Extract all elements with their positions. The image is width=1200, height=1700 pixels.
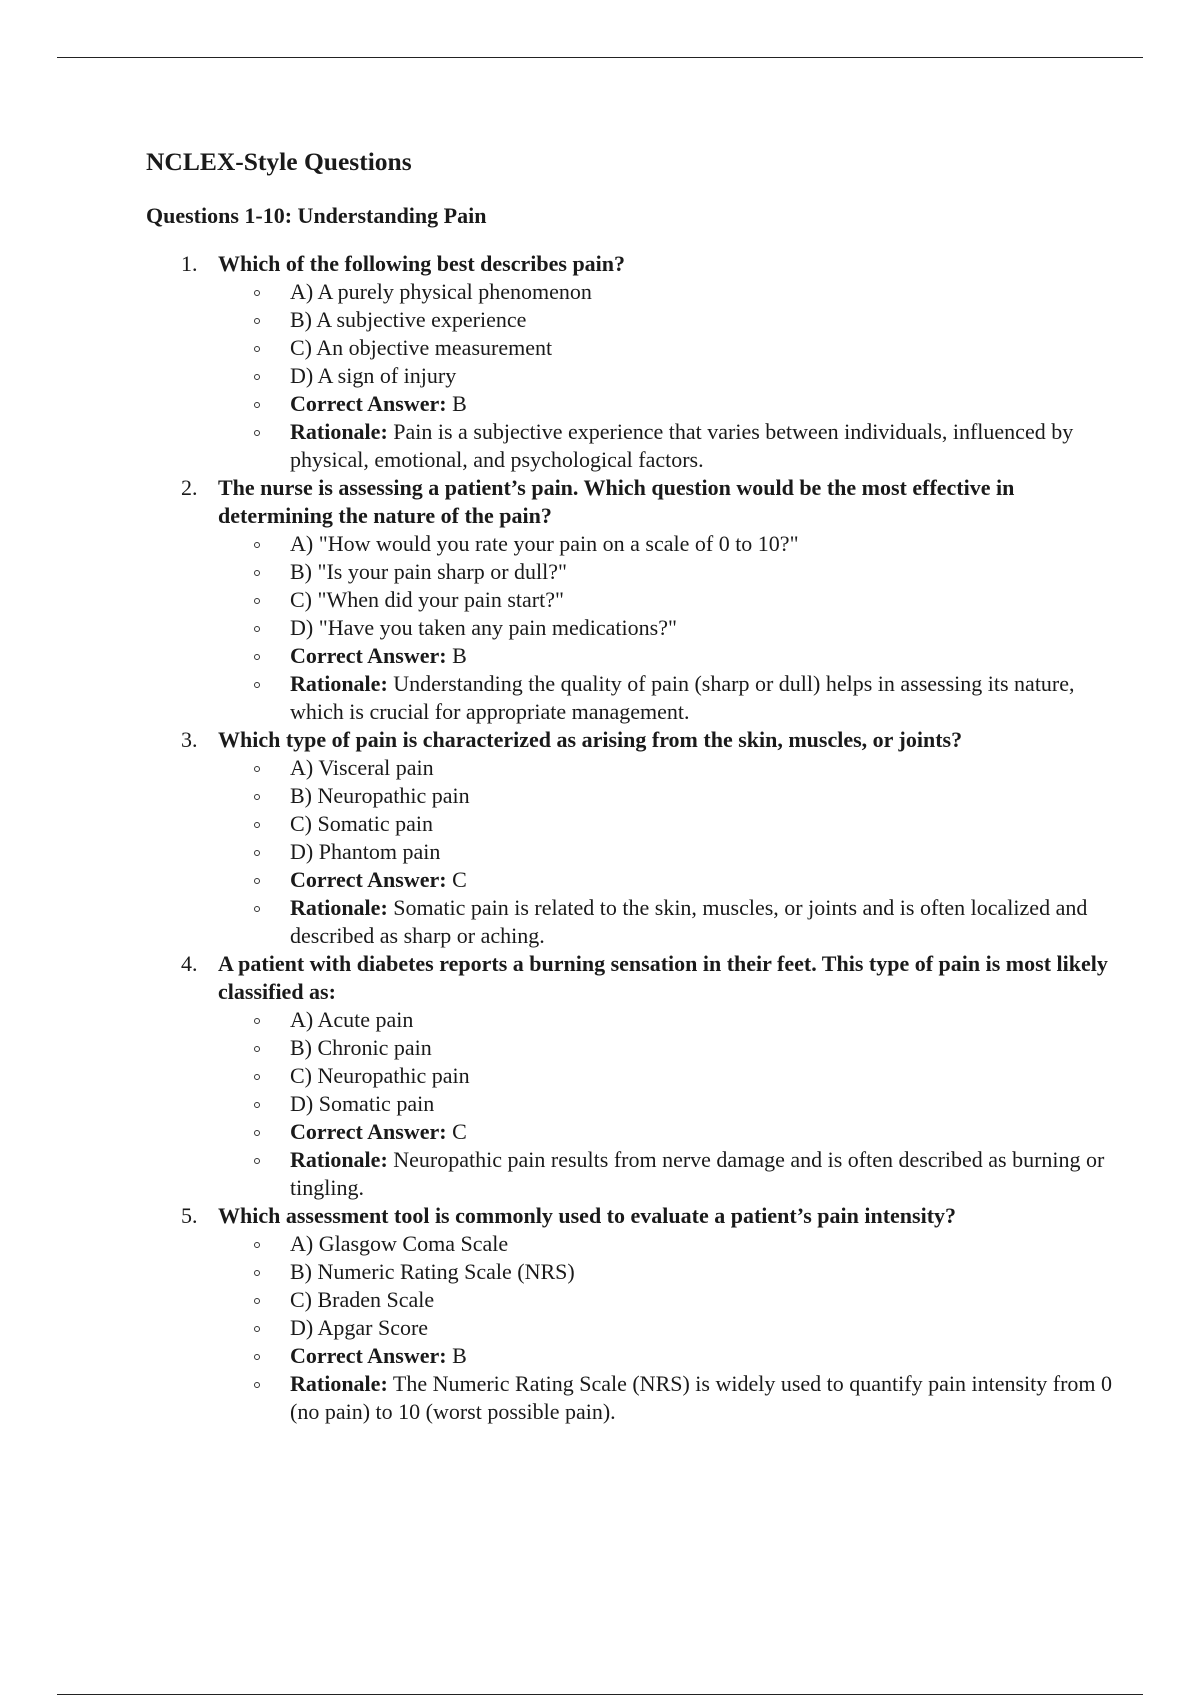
option-item	[218, 1258, 1126, 1286]
option-text: B) A subjective experience	[290, 307, 527, 332]
header-rule	[57, 57, 1143, 58]
option-item	[218, 586, 1126, 614]
rationale-label: Rationale:	[290, 419, 388, 444]
option-text: B) Neuropathic pain	[290, 783, 470, 808]
option-text: A) A purely physical phenomenon	[290, 279, 592, 304]
option-item	[218, 810, 1126, 838]
question-text: Which assessment tool is commonly used to evaluate a patient’s pain intensity?	[218, 1203, 957, 1228]
rationale	[218, 894, 1126, 950]
option-item	[218, 278, 1126, 306]
question-number: 5.	[181, 1203, 198, 1228]
option-item	[218, 1090, 1126, 1118]
circle-bullet-icon	[254, 626, 260, 632]
answer-label: Correct Answer:	[290, 643, 447, 668]
rationale-label: Rationale:	[290, 1147, 388, 1172]
rationale-text: The Numeric Rating Scale (NRS) is widely used to quantify pain intensity from 0 (no pain) to 10 (worst possible pain).	[290, 1371, 1113, 1424]
option-text: D) Phantom pain	[290, 839, 441, 864]
answer-value: B	[452, 391, 467, 416]
correct-answer	[218, 866, 1126, 894]
option-text: B) Numeric Rating Scale (NRS)	[290, 1259, 575, 1284]
circle-bullet-icon	[254, 430, 260, 436]
option-item	[218, 558, 1126, 586]
circle-bullet-icon	[254, 1354, 260, 1360]
option-text: C) Braden Scale	[290, 1287, 435, 1312]
rationale-text: Understanding the quality of pain (sharp or dull) helps in assessing its nature, which is crucial for appropriate management.	[290, 671, 1075, 724]
question-item	[146, 474, 1126, 726]
question-item	[146, 250, 1126, 474]
answer-label: Correct Answer:	[290, 391, 447, 416]
circle-bullet-icon	[254, 682, 260, 688]
option-text: C) "When did your pain start?"	[290, 587, 564, 612]
question-text: A patient with diabetes reports a burning sensation in their feet. This type of pain is most likely classified as:	[218, 951, 1108, 1004]
rationale	[218, 670, 1126, 726]
question-item	[146, 950, 1126, 1202]
rationale-label: Rationale:	[290, 1371, 388, 1396]
rationale-label: Rationale:	[290, 895, 388, 920]
option-text: B) Chronic pain	[290, 1035, 432, 1060]
option-item	[218, 838, 1126, 866]
option-text: D) A sign of injury	[290, 363, 457, 388]
circle-bullet-icon	[254, 1382, 260, 1388]
option-text: B) "Is your pain sharp or dull?"	[290, 559, 568, 584]
correct-answer	[218, 390, 1126, 418]
correct-answer	[218, 1342, 1126, 1370]
option-text: D) Somatic pain	[290, 1091, 435, 1116]
question-list	[146, 250, 1126, 1426]
circle-bullet-icon	[254, 1074, 260, 1080]
option-item	[218, 614, 1126, 642]
circle-bullet-icon	[254, 402, 260, 408]
rationale-text: Pain is a subjective experience that varies between individuals, influenced by physical, emotional, and psychological factors.	[290, 419, 1074, 472]
answer-value: B	[452, 1343, 467, 1368]
option-text: D) Apgar Score	[290, 1315, 429, 1340]
option-list	[218, 1006, 1126, 1202]
circle-bullet-icon	[254, 1326, 260, 1332]
rationale	[218, 418, 1126, 474]
option-item	[218, 1314, 1126, 1342]
circle-bullet-icon	[254, 290, 260, 296]
circle-bullet-icon	[254, 570, 260, 576]
option-item	[218, 530, 1126, 558]
circle-bullet-icon	[254, 822, 260, 828]
circle-bullet-icon	[254, 318, 260, 324]
option-item	[218, 306, 1126, 334]
option-item	[218, 1034, 1126, 1062]
circle-bullet-icon	[254, 1046, 260, 1052]
option-text: A) Glasgow Coma Scale	[290, 1231, 509, 1256]
option-text: C) Somatic pain	[290, 811, 433, 836]
option-item	[218, 1006, 1126, 1034]
circle-bullet-icon	[254, 598, 260, 604]
option-list	[218, 754, 1126, 950]
answer-value: B	[452, 643, 467, 668]
rationale-label: Rationale:	[290, 671, 388, 696]
question-number: 4.	[181, 951, 198, 976]
answer-label: Correct Answer:	[290, 1119, 447, 1144]
option-text: D) "Have you taken any pain medications?"	[290, 615, 677, 640]
answer-value: C	[452, 867, 467, 892]
option-text: C) An objective measurement	[290, 335, 553, 360]
question-text: Which type of pain is characterized as arising from the skin, muscles, or joints?	[218, 727, 963, 752]
question-text: The nurse is assessing a patient’s pain. Which question would be the most effective in determining the nature of the pain?	[218, 475, 1015, 528]
question-item	[146, 1202, 1126, 1426]
correct-answer	[218, 642, 1126, 670]
option-list	[218, 278, 1126, 474]
question-item	[146, 726, 1126, 950]
option-item	[218, 1062, 1126, 1090]
rationale-text: Somatic pain is related to the skin, muscles, or joints and is often localized and described as sharp or aching.	[290, 895, 1088, 948]
option-list	[218, 1230, 1126, 1426]
option-item	[218, 362, 1126, 390]
answer-label: Correct Answer:	[290, 1343, 447, 1368]
option-item	[218, 782, 1126, 810]
option-item	[218, 754, 1126, 782]
correct-answer	[218, 1118, 1126, 1146]
option-text: C) Neuropathic pain	[290, 1063, 470, 1088]
question-number: 1.	[181, 251, 198, 276]
circle-bullet-icon	[254, 766, 260, 772]
circle-bullet-icon	[254, 542, 260, 548]
circle-bullet-icon	[254, 374, 260, 380]
circle-bullet-icon	[254, 654, 260, 660]
circle-bullet-icon	[254, 1270, 260, 1276]
option-text: A) "How would you rate your pain on a scale of 0 to 10?"	[290, 531, 799, 556]
option-list	[218, 530, 1126, 726]
rationale	[218, 1370, 1126, 1426]
circle-bullet-icon	[254, 1298, 260, 1304]
circle-bullet-icon	[254, 1130, 260, 1136]
document-body	[146, 142, 1126, 1426]
section-title: Questions 1-10: Understanding Pain	[146, 203, 487, 228]
circle-bullet-icon	[254, 1018, 260, 1024]
question-number: 3.	[181, 727, 198, 752]
option-text: A) Visceral pain	[290, 755, 434, 780]
circle-bullet-icon	[254, 850, 260, 856]
footer-rule	[57, 1694, 1143, 1695]
circle-bullet-icon	[254, 1242, 260, 1248]
option-text: A) Acute pain	[290, 1007, 414, 1032]
circle-bullet-icon	[254, 794, 260, 800]
answer-value: C	[452, 1119, 467, 1144]
circle-bullet-icon	[254, 878, 260, 884]
question-number: 2.	[181, 475, 198, 500]
question-text: Which of the following best describes pain?	[218, 251, 626, 276]
option-item	[218, 1286, 1126, 1314]
option-item	[218, 1230, 1126, 1258]
answer-label: Correct Answer:	[290, 867, 447, 892]
circle-bullet-icon	[254, 1158, 260, 1164]
rationale	[218, 1146, 1126, 1202]
page-title: NCLEX-Style Questions	[146, 147, 412, 176]
option-item	[218, 334, 1126, 362]
circle-bullet-icon	[254, 346, 260, 352]
rationale-text: Neuropathic pain results from nerve damage and is often described as burning or tingling.	[290, 1147, 1105, 1200]
circle-bullet-icon	[254, 1102, 260, 1108]
circle-bullet-icon	[254, 906, 260, 912]
